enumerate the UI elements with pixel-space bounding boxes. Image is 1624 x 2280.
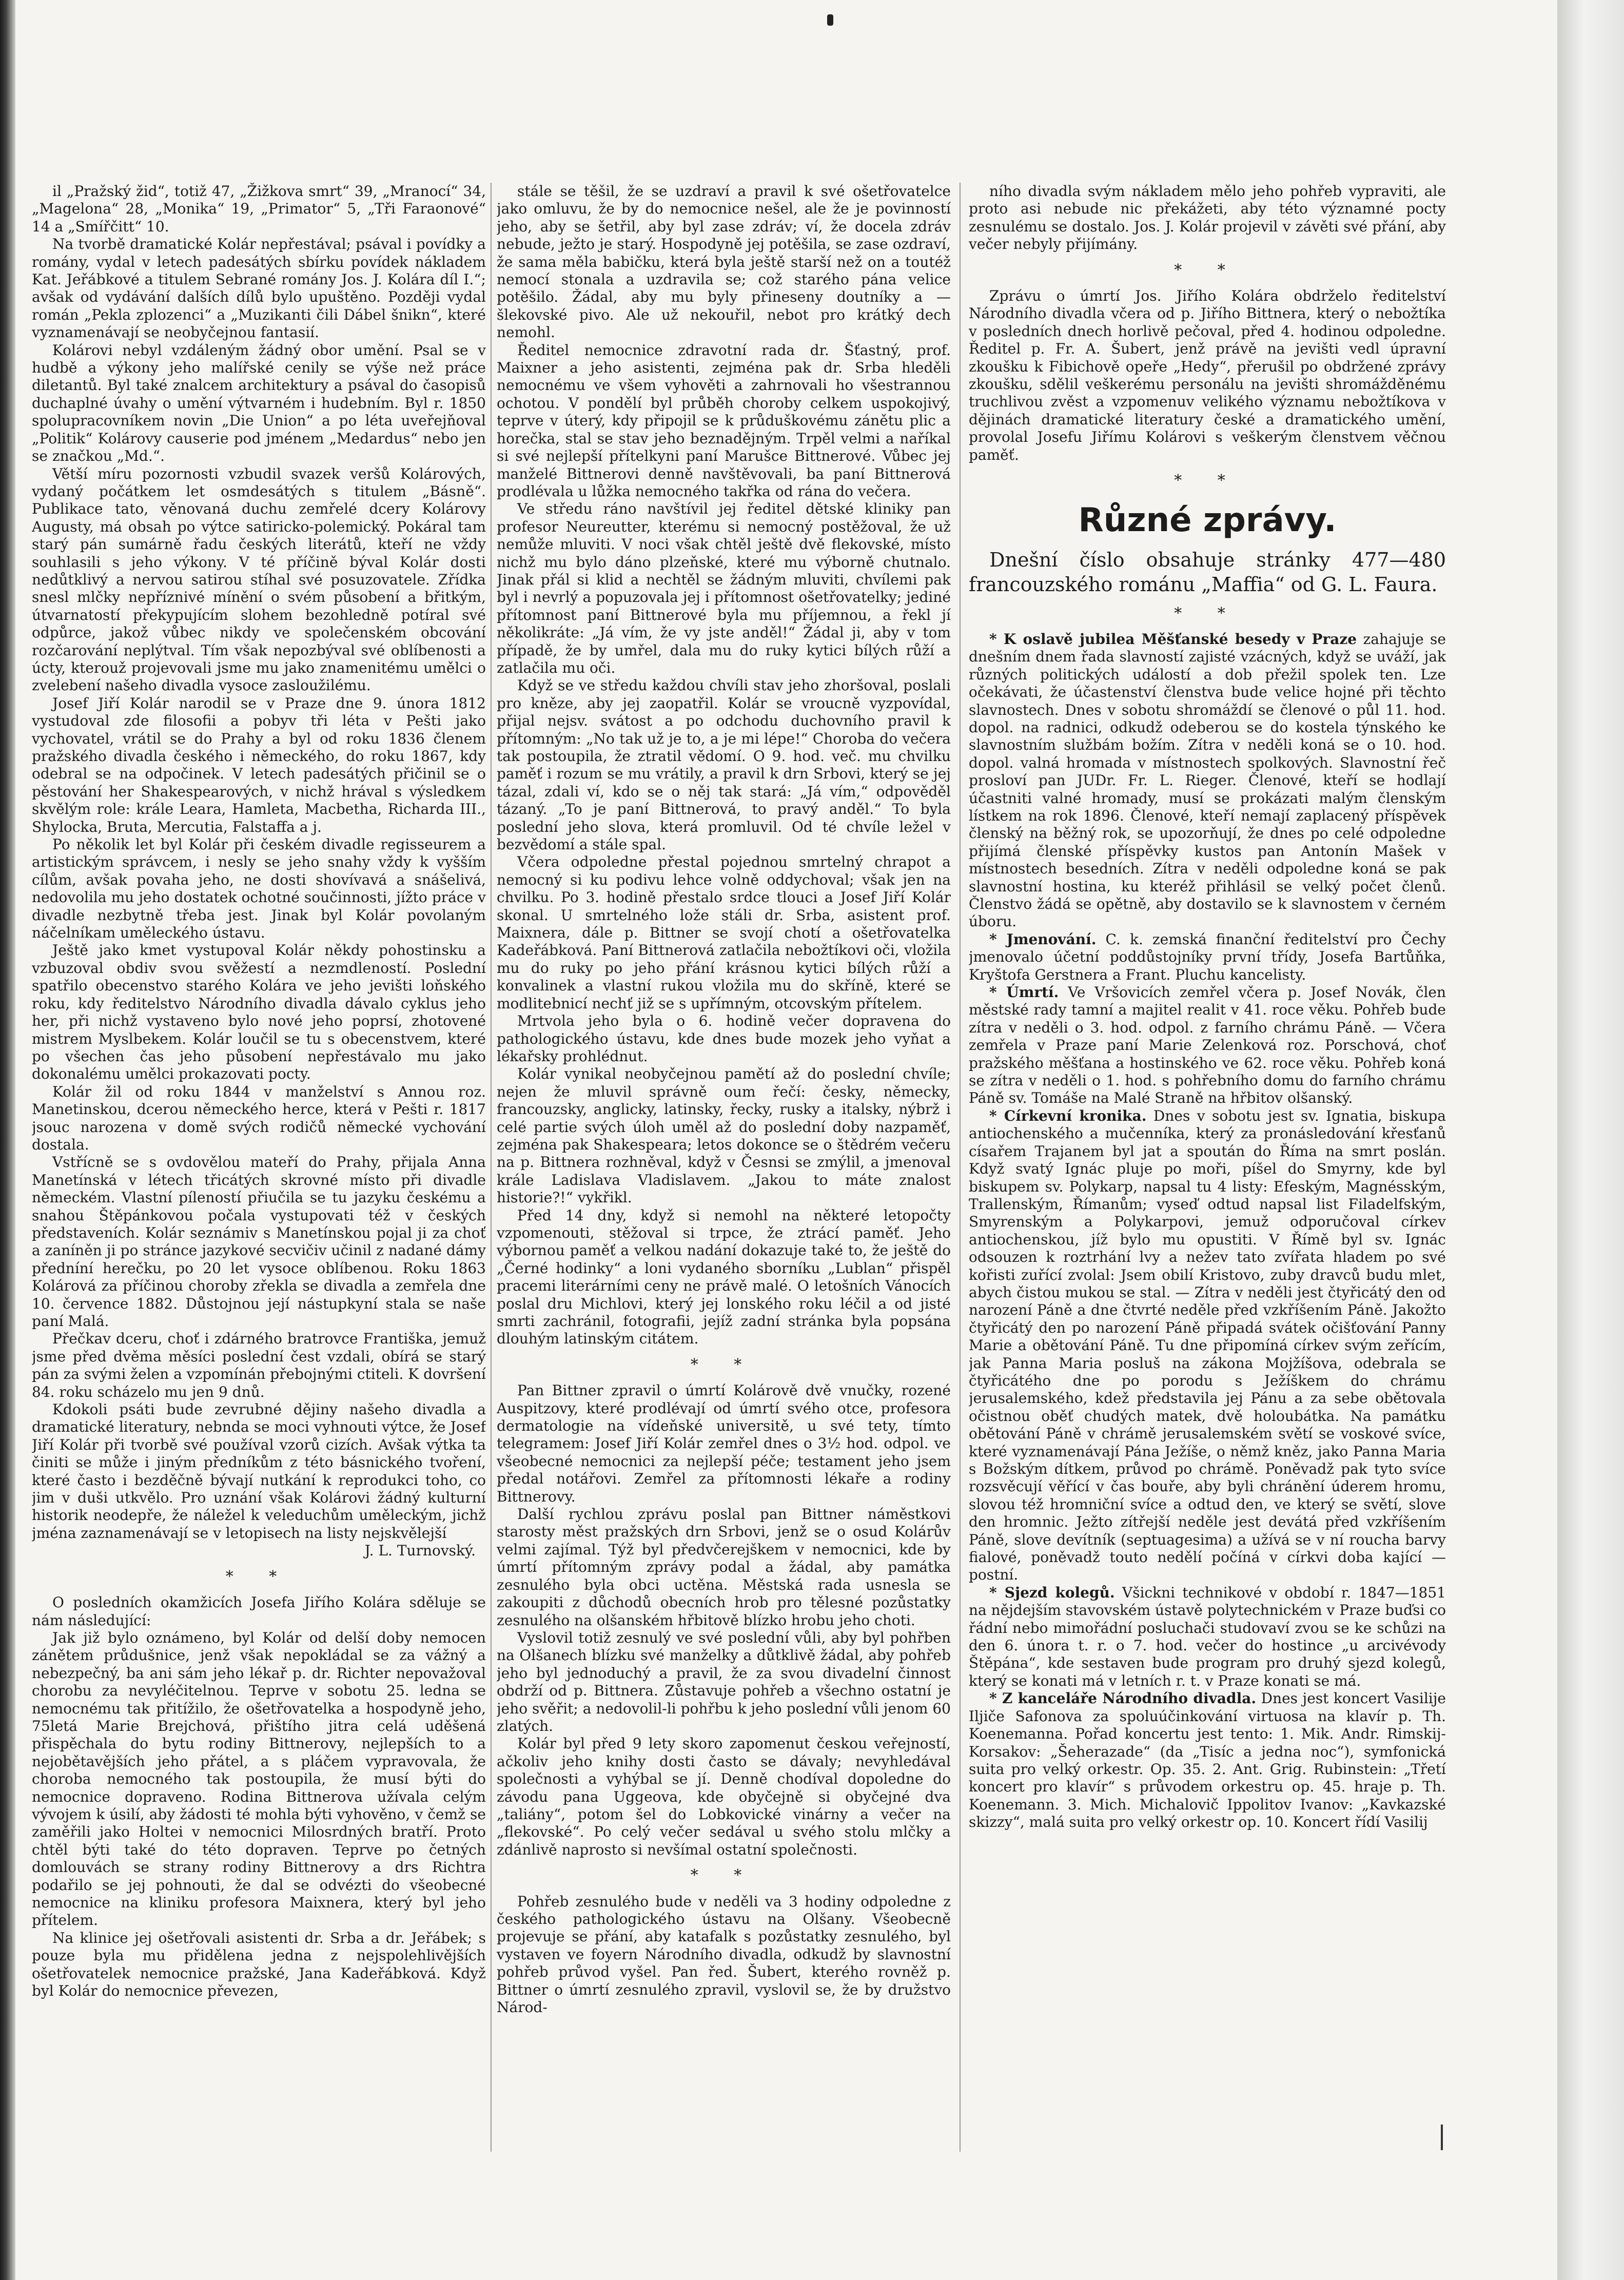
- news-item-title: * Jmenování.: [989, 930, 1097, 948]
- section-heading: Různé zprávy.: [1078, 501, 1337, 539]
- news-item-text: Ve Vršovicích zemřel včera p. Josef Novák, člen městské rady tamní a majitel realit v 41. roce věku. Pohřeb bude zítra v neděli o 3. hod. odpol. z farního chrámu Páně. — Včera zemřela v Praze paní Marie Zelenková roz. Porschová, choť pražského měšťana a hostinského ve 62. roce věku. Pohřeb koná se zítra v neděli o 1. hod. s pohřebního domu do farního chrámu Páně sv. Tomáše na Malé Straně na hřbitov olšanský.: [969, 984, 1446, 1107]
- paragraph: Pohřeb zesnulého bude v neděli va 3 hodiny odpoledne z českého pathologického ústavu na Olšany. Všeobecně projevuje se přání, aby katafalk s pozůstatky zesnulého, byl vystaven ve foyern Národního divadla, odkudž by slavnostní pohřeb průvod vyšel. Pan řed. Šubert, kterého rovněž p. Bittner o úmrtí zesnulého zpravil, vyslovil se, že by družstvo Národ-: [497, 1893, 951, 2016]
- paragraph: stále se těšil, že se uzdraví a pravil k své ošetřovatelce jako omluvu, že by do nemocnice nešel, ale že je povinností jeho, aby se šetřil, aby byl zase zdráv; ví, že docela zdráv nebude, ježto je starý. Hospodyně jej potěšila, se zase ozdraví, že sama měla babičku, která byla ještě starší než on a toutéž nemocí stonala a uzdravila se; což starého pána velice potěšilo. Žádal, aby mu byly přineseny doutníky a — šlekovské pivo. Ale už nekouřil, nebot pro krátký dech nemohl.: [497, 183, 951, 341]
- news-item-title: * Úmrtí.: [989, 984, 1059, 1001]
- news-item-text: zahajuje se dnešním dnem řada slavností zajisté vzácných, když se uváží, jak různých politických událostí a dob přežil spolek ten. Lze očekávati, že účastenství členstva bude velice hojné při těchto slavnostech. Dnes v sobotu shromáždí se členové o půl 11. hod. dopol. na radnici, odkudž odeberou se do kostela týnského ke slavnostním službám božím. Zítra v neděli koná se o 10. hod. dopol. valná hromada v místnostech spolkových. Slavnostní řeč prosloví pan JUDr. Fr. L. Rieger. Členové, kteří se hodlají účastniti valné hromady, musí se prokázati malým členským lístkem na rok 1896. Členové, kteří nemají zaplacený příspěvek členský na běžný rok, se upozorňují, že dnes po celé odpoledne přijímá členské příspěvky kustos pan Antonín Mašek v místnostech besedních. Zítra v neděli odpoledne koná se pak slavnostní hostina, ku kteréž přihlásil se velký počet členů. Členstvo žádá se opětně, aby dostavilo se k slavnostem v černém úboru.: [969, 630, 1446, 930]
- paragraph: Před 14 dny, když si nemohl na některé letopočty vzpomenouti, stěžoval si trpce, že ztrácí paměť. Jeho výbornou paměť a velkou nadání dokazuje také to, že ještě do „Černé hodinky“ a loni vydaného sborníku „Lublan“ přispěl pracemi literárními ceny ne právě malé. O letošních Vánocích poslal dru Michlovi, který jej lonského roku léčil a od jisté smrti zachránil, fotografii, jejíž zadní stránka byla popsána dlouhým latinským citátem.: [497, 1206, 951, 1348]
- section-separator: * *: [690, 1866, 757, 1885]
- news-item-text: C. k. zemská finanční ředitelství pro Čechy jmenovalo účetní poddůstojníky první třídy, Josefa Bartůňka, Kryštofa Gerstnera a Frant. Pluchu kancelisty.: [969, 930, 1446, 983]
- paragraph: Ve středu ráno navštívil jej ředitel dětské kliniky pan profesor Neureutter, kterému si nemocný postěžoval, že už nemůže mluviti. V noci však chtěl ještě dvě flekovské, místo nichž mu bylo dáno plzeňské, které mu výborně chutnalo. Jinak přál si klid a nechtěl se žádným mluviti, chvílemi pak byl i nevrlý a popuzovala jej i přítomnost ošetřovatelky; jediné přítomnost paní Bittnerové byla mu příjemnou, a řekl jí několikráte: „Já vím, že vy jste anděl!“ Žádal ji, aby v tom případě, že by umřel, dala mu do ruky kytici bílých růží a zatlačila mu oči.: [497, 500, 951, 676]
- section-separator: * *: [690, 1355, 757, 1374]
- paragraph: Pan Bittner zpravil o úmrtí Kolárově dvě vnučky, rozené Auspitzovy, které prodlévají od úmrtí svého otce, profesora dermatologie na vídeňské universitě, u své tety, tímto telegramem: Josef Jiří Kolár zemřel dnes o 3½ hod. odpol. ve všeobecné nemocnici za nejlepší péče; testament jeho jsem předal notářovi. Zemřel za přítomnosti lékaře a rodiny Bittnerovy.: [497, 1382, 951, 1505]
- paragraph: Mrtvola jeho byla o 6. hodině večer dopravena do pathologického ústavu, kde dnes bude mozek jeho vyňat a lékařsky prohlédnut.: [497, 1012, 951, 1065]
- news-item-text: Dnes v sobotu jest sv. Ignatia, biskupa antiochenského a mučenníka, který za pronásledování křesťanů císařem Trajanem byl jat a spoután do Říma na smrt poslán. Když svatý Ignác pluje po moři, píšel do Smyrny, kde byl biskupem sv. Polykarp, napsal tu 4 listy: Efeským, Magnésským, Trallenským, Římanům; vyseď odtud napsal list Filadelfským, Smyrenským a Polykarpovi, jemuž odporučoval církev antiochenskou, jíž bylo mu opustiti. V Římě byl sv. Ignác odsouzen k roztrhání lvy a nežev tato zvířata hladem po své kořisti zuřící zvolal: Jsem obilí Kristovo, zuby dravců budu mlet, abych čistou mukou se stal. — Zítra v neděli jest čtyřicátý den od narození Páně a dne čtvrté neděle před vzkříšením Páně. Jakožto čtyřicátý den po narození Páně připadá svátek očišťování Panny Marie a obětování Páně. Tu dne připomíná církev svým zeřícím, jak Panna Maria posluš na zákona Mojžíšova, odebrala se čtyřicátého dne po porodu s Ježíškem do chrámu jerusalemského, kdež představila jej Pánu a za sebe obětovala očistnou oběť chudých matek, dvě holoubátka. Na památku obětování Páně v chrámě jerusalemském světí se voskové svíce, které vyznamenávají Pána Ježíše, o němž kněz, jako Panna Maria s Božským dítkem, průvod po chrámě. Poněvadž pak tyto svíce rozsvěcují věřící v čas bouře, aby byli chránění úderem hromu, slovou též hromniční svíce a odtud den, ve který se světí, slove den hromnic. Ježto zítřejší neděle jest devátá před vzkříšením Páně, slove devítník (septuagesima) a užívá se v ní roucha barvy fialové, poněvadž touto nedělí počíná v církvi doba kající — postní.: [969, 1107, 1446, 1584]
- paragraph: Kdokoli psáti bude zevrubné dějiny našeho divadla a dramatické literatury, nebnda se moci vyhnouti výtce, že Josef Jiří Kolár při tvorbě své používal vzorů cizích. Avšak výtka ta činiti se může i jiným předníkům z této básnického tvoření, které často i bezděčně bývají nutkání k reprodukci toho, co jim v duši utkvělo. Pro uznání však Kolárovi žádný kulturní historik neodepře, že náležel k veleduchům uměleckým, jichž jména zaznamenávají se v letopisech na listy nejskvělejší: [32, 1401, 486, 1542]
- news-item-text: Všickni technikové v období r. 1847—1851 na nějdejším stavovském ústavě polytechnickém v Praze buďsi co řádní nebo mimořádní posluchači studovaví zvou se ke schůzi na den 6. února t. r. o 7. hod. večer do hostince „u arcivévody Štěpána“, kde sestaven bude program pro druhý sjezd kolegů, který se konati má v letních r. t. v Praze konati se má.: [969, 1584, 1446, 1689]
- binding-spine: [0, 0, 15, 2280]
- paragraph: Na klinice jej ošetřovali asistenti dr. Srba a dr. Jeřábek; s pouze byla mu přidělena jedna z nejspolehlivějších ošetřovatelek nemocnice pražské, Jana Kadeřábková. Když byl Kolár do nemocnice převezen,: [32, 1929, 486, 2000]
- news-item: [969, 1107, 1446, 1584]
- news-item: [969, 631, 1446, 931]
- paragraph: il „Pražský žid“, totiž 47, „Žižkova smrt“ 39, „Mranocí“ 34, „Magelona“ 28, „Monika“ 19, „Primator“ 5, „Tři Faraonové“ 14 a „Smířčitt“ 10.: [32, 183, 486, 235]
- paragraph: Kolár vynikal neobyčejnou pamětí až do poslední chvíle; nejen že mluvil správně oum řečí: česky, německy, francouzsky, anglicky, latinsky, řecky, rusky a italsky, nýbrž i celé partie svých úloh uměl až do poslední doby nazpaměť, zejména pak Shakespeara; letos dokonce se o štědrém večeru na p. Bittnera rozhněval, když v Česnsi se zmýlil, a jmenoval krále Ladislava Vladislavem. „Jakou to máte znalost historie?!“ vykřikl.: [497, 1065, 951, 1206]
- intro-paragraph: Dnešní číslo obsahuje stránky 477—480 francouzského románu „Maffia“ od G. L. Faura.: [969, 548, 1446, 596]
- paragraph: Josef Jiří Kolár narodil se v Praze dne 9. února 1812 vystudoval zde filosofii a pobyv tři léta v Pešti jako vychovatel, vrátil se do Prahy a byl od roku 1836 členem pražského divadla českého i německého, do roku 1867, kdy odebral se na odpočinek. V letech padesátých přičinil se o pěstování her Shakespearových, v nichž hrával s výsledkem skvělým role: krále Leara, Hamleta, Macbetha, Richarda III., Shylocka, Bruta, Mercutia, Falstaffa a j.: [32, 694, 486, 835]
- paragraph: Vstřícně se s ovdovělou mateří do Prahy, přijala Anna Manetínská v létech třicátých skrovné místo při divadle německém. Vlastní píleností přiučila se tu jazyku českému a snahou Štěpánkovou počala vystupovati též v českých představeních. Kolár seznámiv s Manetínskou pojal ji za choť a zaníněn ji po stránce jazykové secvičiv učinil z nadané dámy předníní herečku, po 20 let vysoce oblíbenou. Roku 1863 Kolárová za příčinou choroby zřekla se divadla a zemřela dne 10. července 1882. Důstojnou její nástupkyní stala se naše paní Malá.: [32, 1154, 486, 1330]
- paragraph: Zprávu o úmrtí Jos. Jiřího Kolára obdrželo ředitelství Národního divadla včera od p. Jiřího Bittnera, který o nebožtíka v posledních dnech horlivě pečoval, před 4. hodinou odpoledne. Ředitel p. Fr. A. Šubert, jenž právě na jevišti vedl úpravní zkoušku k Fibichově opeře „Hedy“, přerušil po obdržené zprávy zkoušku, sdělil veškerému personálu na jevišti shromážděnému truchlivou zvěst a vzpomenuv velikého významu nebožtíkova v dějinách dramatické literatury české a dramatického umění, provolal Josefu Jiřímu Kolárovi s veškerým členstvem věčnou paměť.: [969, 287, 1446, 463]
- paragraph: Další rychlou zprávu poslal pan Bittner náměstkovi starosty měst pražských drn Srbovi, jenž se o osud Kolárův velmi zajímal. Týž byl předvčerejškem v nemocnici, kde by úmrtí přítomným zprávy podal a žádal, aby památka zesnulého byla obci uctěna. Městská rada usnesla se zakoupiti z důchodů obecních hrob pro tělesné pozůstatky zesnulého na olšanském hřbitově blízko hrobu jeho choti.: [497, 1506, 951, 1629]
- news-item: [969, 931, 1446, 984]
- paragraph: ního divadla svým nákladem mělo jeho pohřeb vypraviti, ale proto asi nebude nic překážeti, aby této významné pocty zesnulému se dostalo. Jos. J. Kolár projevil v závěti své přání, aby večer nebyly přijímány.: [969, 183, 1446, 253]
- paragraph: Kolárovi nebyl vzdáleným žádný obor umění. Psal se v hudbě a výkony jeho malířské cenily se výše než práce diletantů. Byl také znalcem architektury a psával do časopisů duchaplné úvahy o umění výtvarném i hudebním. Byl r. 1850 spolupracovníkem novin „Die Union“ a po léta uveřejňoval „Politik“ Kolárovy causerie pod jménem „Medardus“ nebo jen se značkou „Md.“.: [32, 341, 486, 465]
- news-item-title: * K oslavě jubilea Měšťanské besedy v Praze: [989, 630, 1357, 648]
- paragraph: O posledních okamžicích Josefa Jiřího Kolára sděluje se nám následující:: [32, 1594, 486, 1629]
- paragraph: Po několik let byl Kolár při českém divadle regisseurem a artistickým správcem, i nesly se jeho snahy vždy k vyšším cílům, avšak povaha jeho, ne dosti shovívavá a snášelivá, nedovolila mu jeho dostatek ochotné součinnosti, jížto práce v divadle nezbytně třeba jest. Jinak byl Kolár povolaným náčelníkam uměleckého ústavu.: [32, 836, 486, 942]
- news-item: [969, 1584, 1446, 1690]
- news-item-title: * Církevní kronika.: [989, 1107, 1147, 1124]
- news-item-text: Dnes jest koncert Vasilije Iljiče Safonova za spoluúčinkování virtuosa na klavír p. Th. Koenemanna. Pořad koncertu jest tento: 1. Mik. Andr. Rimskij-Korsakov: „Šeherazade“ (da „Tisíc a jedna noc“), symfonická suita pro velký orkestr. Op. 35. 2. Ant. Grig. Rubinstein: „Třetí koncert pro klavír“ s průvodem orkestru op. 45. hraje p. Th. Koenemann. 3. Mich. Michalovič Ippolitov Ivanov: „Kavkazské skizzy“, malá suita pro velký orkestr op. 10. Koncert řídí Vasilij: [969, 1690, 1446, 1831]
- section-separator: * *: [225, 1567, 292, 1586]
- section-separator: * *: [1174, 261, 1241, 279]
- section-separator: * *: [1174, 472, 1241, 490]
- news-item-title: * Z kanceláře Národního divadla.: [989, 1690, 1257, 1707]
- column-3: [969, 183, 1446, 2152]
- paragraph: Včera odpoledne přestal pojednou smrtelný chrapot a nemocný si ku podivu lehce volně oddychoval; však jen na chvilku. Po 3. hodině přestalo srdce tlouci a Josef Jiří Kolár skonal. U smrtelného lože stáli dr. Srba, asistent prof. Maixnera, dále p. Bittner se svojí chotí a ošetřovatelka Kadeřábková. Paní Bittnerová zatlačila nebožtíkovi oči, vložila mu do ruky po jeho přání krásnou kytici bílých růží a konvalinek a vlastní rukou vložila mu do skříně, které se modlitebnicí nechť již se s upřímným, otcovským přítelem.: [497, 853, 951, 1012]
- section-separator: * *: [1174, 604, 1241, 622]
- news-item: [969, 984, 1446, 1107]
- column-1: [32, 183, 486, 2152]
- ink-mark: [1441, 2125, 1443, 2150]
- column-2: [497, 183, 951, 2152]
- paragraph: Ředitel nemocnice zdravotní rada dr. Šťastný, prof. Maixner a jeho asistenti, zejména pak dr. Srba hleděli nemocnému ve všem vyhověti a zahrnovali ho všestrannou ochotou. V pondělí byl průběh choroby celkem uspokojivý, teprve v úterý, kdy připojil se k průduškovému zánětu plic a horečka, stal se stav jeho beznadějným. Trpěl velmi a naříkal si své nejlepší přítelkyni paní Marušce Bittnerové. Vůbec jej manželé Bittnerovi denně navštěvovali, ba paní Bittnerová prodlévala u lůžka nemocného takřka od rána do večera.: [497, 341, 951, 500]
- page-edge: [1557, 0, 1624, 2280]
- ink-mark: [827, 14, 833, 26]
- paragraph: Když se ve středu každou chvíli stav jeho zhoršoval, poslali pro kněze, aby jej zaopatřil. Kolár se vroucně vyzpovídal, přijal nejsv. svátost a po odchodu duchovního pravil k přítomným: „No tak už je to, a je mi lépe!“ Choroba do večera tak postoupila, že ztratil vědomí. O 9. hod. več. mu chvilku paměť i rozum se mu vrátily, a pravil k drn Srbovi, který se jej tázal, zdali ví, kdo se o něj tak stará: „Já vím,“ odpověděl tázaný. „To je paní Bittnerová, to pravý anděl.“ To byla poslední jeho slova, která promluvil. Od té chvíle ležel v bezvědomí a stále spal.: [497, 677, 951, 853]
- column-divider: [960, 183, 961, 2152]
- author-signature: J. L. Turnovský.: [364, 1542, 476, 1560]
- paragraph: Ještě jako kmet vystupoval Kolár někdy pohostinsku a vzbuzoval obdiv svou svěžestí a nezmdleností. Poslední spatřilo obecenstvo starého Kolára ve jeho jevišti loňského roku, kdy ředitelstvo Národního divadla dávalo cyklus jeho her, při nichž vystaveno bylo nové jeho poprsí, zhotovené mistrem Myslbekem. Kolár loučil se tu s obecenstvem, které po všechen čas jeho působení nepřestávalo mu jako dokonalému umělci prokazovati pocty.: [32, 942, 486, 1083]
- paragraph: Kolár byl před 9 lety skoro zapomenut českou veřejností, ačkoliv jeho knihy dosti často se dávaly; nevyhledával společnosti a vyhýbal se jí. Denně chodíval dopoledne do závodu pana Uggeova, kde obyčejně si obyčejné dva „taliány“, potom šel do Lobkovické vinárny a večer na „flekovské“. Po celý večer sedával u svého stolu mlčky a zdánlivě naprosto si nevšímal ostatní společnosti.: [497, 1735, 951, 1858]
- paragraph: Vyslovil totiž zesnulý ve své poslední vůli, aby byl pohřben na Olšanech blízku své manželky a důtklivě žádal, aby pohřeb jeho byl jednoduchý a pravil, že za svou divadelní činnost obdrží od p. Bittnera. Zůstavuje pohřeb a všechno ostatní je jeho svěřit; a nedovolil-li pohřbu k jeho poslední vůli jenom 60 zlatých.: [497, 1629, 951, 1735]
- news-item: [969, 1690, 1446, 1831]
- paragraph: Jak již bylo oznámeno, byl Kolár od delší doby nemocen zánětem průdušnice, jenž však nepokládal se za vážný a nebezpečný, ba ani sám jeho lékař p. dr. Richter nepovažoval chorobu za nevyléčitelnou. Teprve v sobotu 25. ledna se nemocnému tak přitížilo, že ošetřovatelka a hospodyně jeho, 75letá Marie Brejchová, přištího jitra celá uděšená přispěchala do bytu rodiny Bittnerovy, nejlepších to a nejobětavějších jeho přátel, a s pláčem vypravovala, že choroba nemocného tak postoupila, že musí býti do nemocnice dopraveno. Rodina Bittnerova užívala celým vývojem k úsilí, aby žádosti té mohla býti vyhověno, v čemž se zaměřili jako Holtei v nemocnici Milosrdných bratří. Proto chtěl býti také do této dopraven. Teprve po četných domlouvách se strany rodiny Bittnerovy a drs Richtra podařilo se jej pohnouti, že dal se odvézti do všeobecné nemocnice na kliniku profesora Maixnera, který byl jeho přítelem.: [32, 1629, 486, 1929]
- paragraph: Na tvorbě dramatické Kolár nepřestával; psával i povídky a romány, vydal v letech padesátých sbírku povídek nákladem Kat. Jeřábkové a titulem Sebrané romány Jos. J. Kolára díl I.“; avšak od vydávání dalších dílů bylo upuštěno. Později vydal román „Pekla zplozenci“ a „Muzikanti čili Dábel šnikn“, které vyznamenávají se neobyčejnou fantasií.: [32, 236, 486, 341]
- paragraph: Kolár žil od roku 1844 v manželství s Annou roz. Manetinskou, dcerou německého herce, která v Pešti r. 1817 jsouc narozena v domě svých rodičů německé vychování dostala.: [32, 1083, 486, 1153]
- news-item-title: * Sjezd kolegů.: [989, 1584, 1115, 1601]
- paragraph: Přečkav dceru, choť i zdárného bratrovce Františka, jemuž jsme před dvěma měsíci poslední čest vzdali, obírá se starý pán za svými želen a vzpomínán přebojnými ctiteli. K dovršení 84. roku scházelo mu jen 9 dnů.: [32, 1330, 486, 1400]
- column-divider: [491, 183, 492, 2152]
- paragraph: Větší míru pozornosti vzbudil svazek veršů Kolárových, vydaný počátkem let osmdesátých s titulem „Básně“. Publikace tato, věnovaná duchu zemřelé dcery Kolárovy Augusty, má obsah po výtce satiricko-polemický. Pokáral tam starý pán sumárně řadu českých literátů, kteří ne vždy souhlasili s jeho výkony. V té příčině býval Kolár dosti nedůtklivý a nervou satirou stíhal své posuzovatele. Zřídka snesl mlčky nepříznivé mínění o svém působení a břitkým, útvarnatostí překypujícím slohem bezohledně potíral své odpůrce, jakož vůbec nikdy ve společenském obcování rozčarování neplýtval. Tím však nepozbýval své oblíbenosti a úcty, kterouž projevovali jsme mu jako znamenitému umělci o zvelebení našeho divadla vysoce zasloužilému.: [32, 465, 486, 694]
